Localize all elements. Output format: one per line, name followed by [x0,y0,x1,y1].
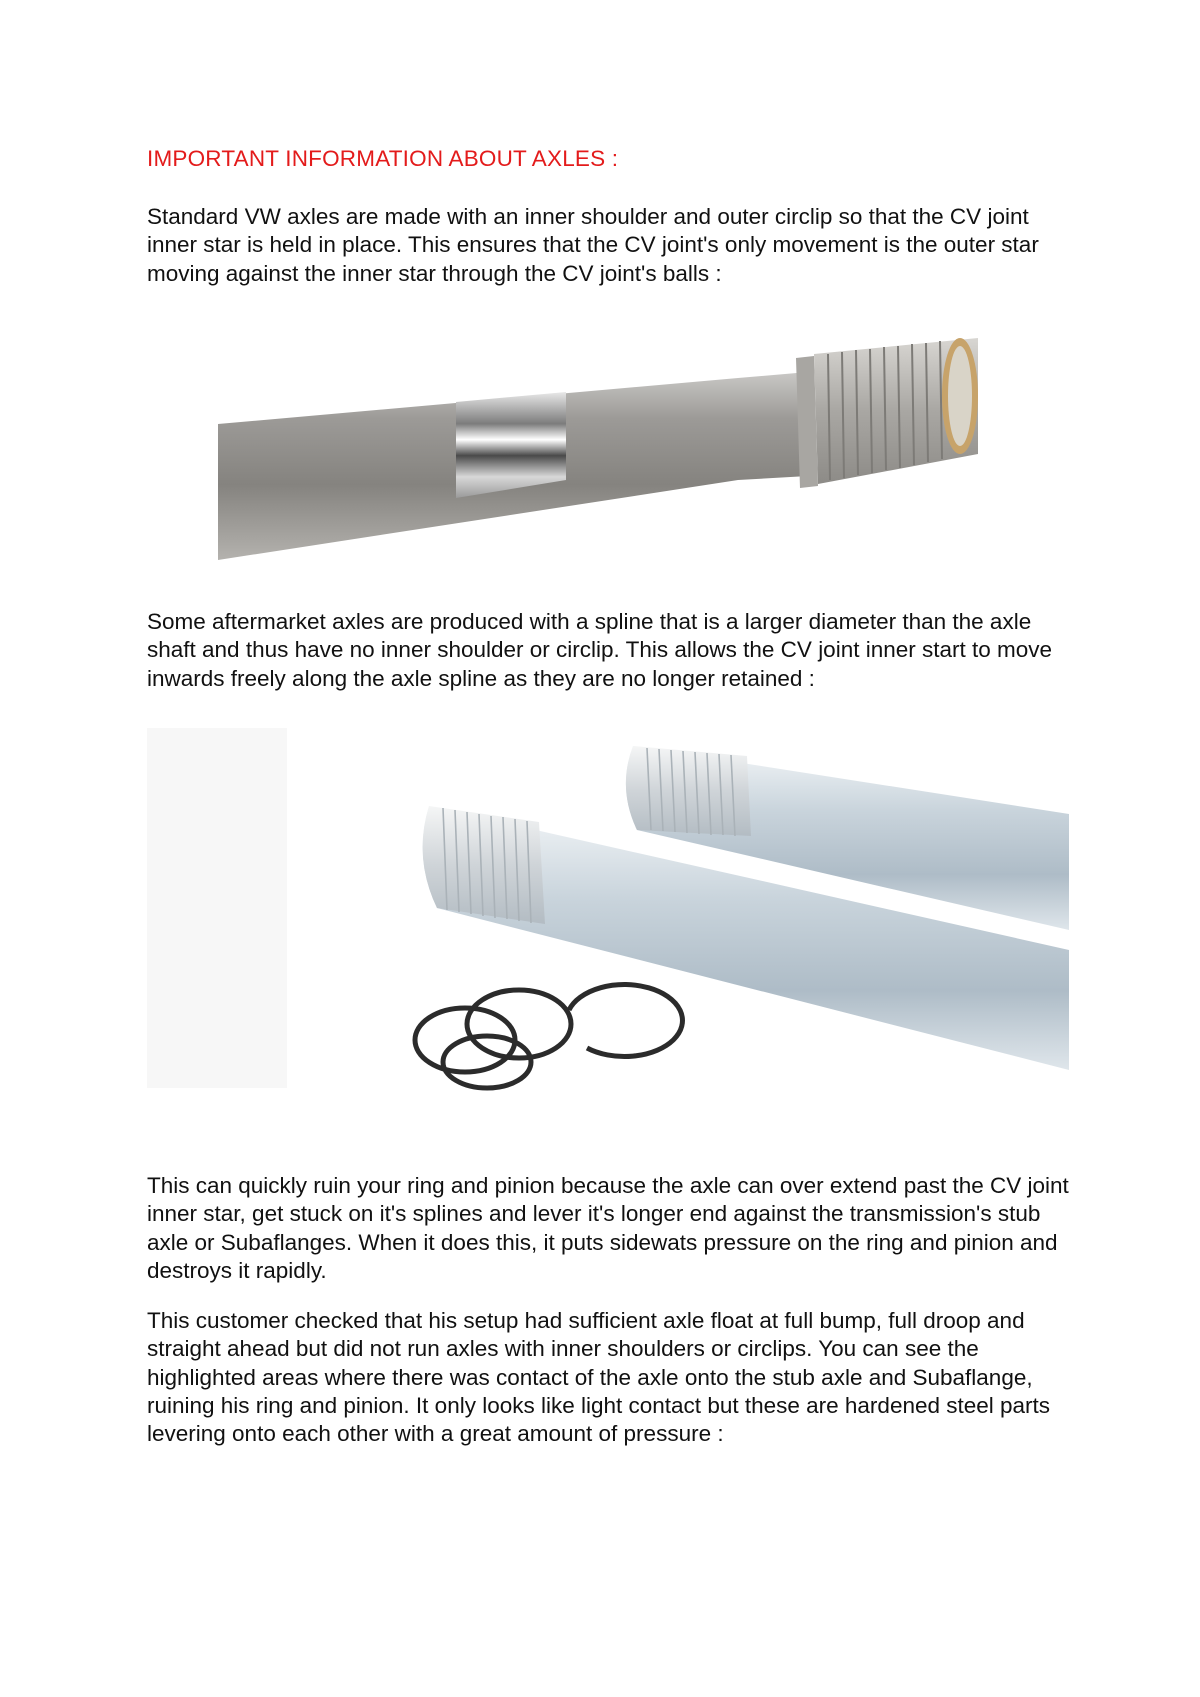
paragraph-ring-pinion-damage: This can quickly ruin your ring and pinion because the axle can over extend past the CV joint inner star, get stuck on it's splines and lever it's longer end against the transmission's stub axle or Subaflanges. When it does this, it puts sidewats pressure on the ring and pinion and destroys it rapidly. [147,1173,1069,1283]
paragraph-aftermarket-axles: Some aftermarket axles are produced with a spline that is a larger diameter than the axle shaft and thus have no inner shoulder or circlip. This allows the CV joint inner start to move inwards freely along the axle spline as they are no longer retained : [147,609,1053,691]
paragraph-standard-axles: Standard VW axles are made with an inner shoulder and outer circlip so that the CV joint inner star is held in place. This ensures that the CV joint's only movement is the outer star moving against the inner star through the CV joint's balls : [147,204,1039,286]
standard-axle-photo [218,338,978,562]
page-heading: IMPORTANT INFORMATION ABOUT AXLES : [147,146,619,171]
paragraph-customer-case: This customer checked that his setup had sufficient axle float at full bump, full droop and straight ahead but did not run axles with inner shoulders or circlips. You can see the highlighted areas where there was contact of the axle onto the stub axle and Subaflange, ruining his ring and pinion. It only looks like light contact but these are hardened steel parts levering onto each other with a great amount of pressure : [147,1308,1051,1447]
aftermarket-axles-photo [147,718,1069,1098]
